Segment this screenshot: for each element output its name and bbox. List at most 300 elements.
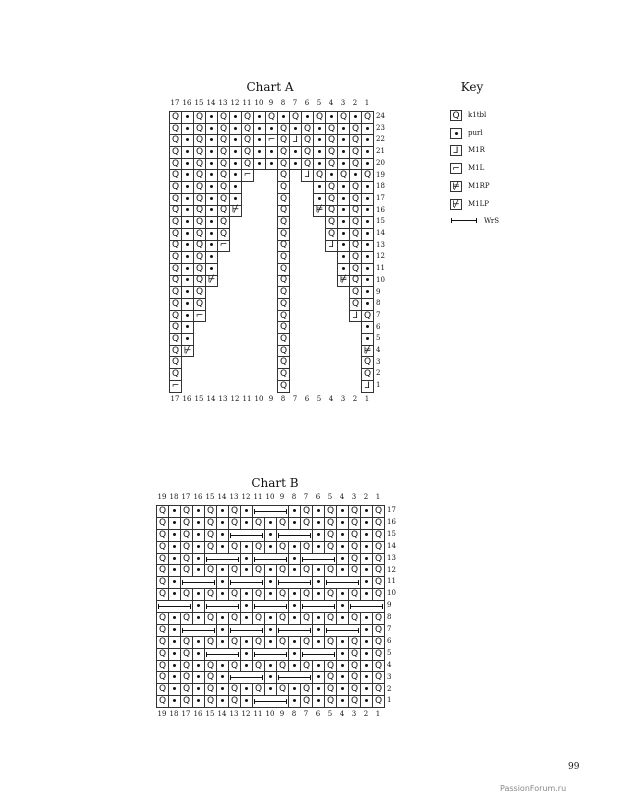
k1tbl-stitch: Q — [229, 613, 241, 625]
purl-stitch — [193, 684, 205, 696]
purl-stitch — [314, 147, 326, 159]
no-stitch — [326, 263, 338, 275]
no-stitch — [266, 182, 278, 194]
no-stitch — [230, 217, 242, 229]
no-stitch — [266, 252, 278, 264]
k1tbl-stitch: Q — [349, 565, 361, 577]
row-number: 14 — [376, 229, 385, 237]
no-stitch — [230, 369, 242, 381]
k1tbl-stitch: Q — [181, 553, 193, 565]
chart-b-title: Chart B — [251, 476, 299, 490]
chart-row — [157, 577, 385, 589]
purl-stitch — [361, 648, 373, 660]
chart-row — [157, 648, 385, 660]
k1tbl-stitch: Q — [373, 541, 385, 553]
k1tbl-stitch: Q — [194, 158, 206, 170]
k1tbl-stitch: Q — [373, 577, 385, 589]
m1l-stitch: ⌐ — [170, 380, 182, 392]
column-number-top: 12 — [241, 493, 251, 501]
k1tbl-stitch: Q — [350, 217, 362, 229]
no-stitch — [218, 299, 230, 311]
no-stitch — [254, 275, 266, 287]
column-number-top: 6 — [315, 493, 321, 501]
no-stitch — [338, 380, 350, 392]
purl-stitch — [313, 529, 325, 541]
purl-stitch — [193, 613, 205, 625]
purl-stitch — [169, 624, 181, 636]
row-number: 16 — [376, 205, 385, 214]
k1tbl-stitch: Q — [229, 684, 241, 696]
no-stitch — [314, 310, 326, 322]
column-number-top: 14 — [217, 493, 227, 501]
purl-stitch — [337, 660, 349, 672]
purl-stitch — [217, 517, 229, 529]
k1tbl-stitch: Q — [350, 263, 362, 275]
purl-stitch — [206, 170, 218, 182]
purl-stitch — [193, 565, 205, 577]
row-number: 16 — [387, 517, 396, 526]
k1tbl-stitch: Q — [349, 696, 361, 708]
chart-row — [170, 345, 374, 357]
purl-stitch — [241, 517, 253, 529]
k1tbl-stitch: Q — [194, 240, 206, 252]
no-stitch — [266, 193, 278, 205]
k1tbl-stitch: Q — [170, 205, 182, 217]
purl-stitch — [230, 135, 242, 147]
purl-stitch — [182, 287, 194, 299]
row-number: 8 — [387, 613, 392, 622]
purl-stitch — [217, 613, 229, 625]
no-stitch — [230, 310, 242, 322]
no-stitch — [338, 334, 350, 346]
k1tbl-stitch: Q — [194, 170, 206, 182]
no-stitch — [290, 334, 302, 346]
column-number-top: 13 — [218, 99, 228, 107]
purl-stitch — [361, 613, 373, 625]
no-stitch — [290, 275, 302, 287]
no-stitch — [350, 357, 362, 369]
k1tbl-stitch: Q — [373, 506, 385, 518]
k1tbl-stitch: Q — [350, 147, 362, 159]
purl-stitch — [265, 613, 277, 625]
k1tbl-stitch: Q — [349, 613, 361, 625]
chart-a-title: Chart A — [246, 80, 294, 94]
no-stitch — [266, 299, 278, 311]
m1l-stitch: ⌐ — [242, 170, 254, 182]
chart-row — [157, 636, 385, 648]
chart-row — [170, 135, 374, 147]
no-stitch — [326, 369, 338, 381]
no-stitch — [266, 334, 278, 346]
k1tbl-stitch: Q — [194, 228, 206, 240]
chart-row — [157, 696, 385, 708]
column-number-top: 2 — [363, 493, 369, 501]
no-stitch — [242, 182, 254, 194]
k1tbl-stitch: Q — [181, 565, 193, 577]
k1tbl-stitch: Q — [350, 158, 362, 170]
no-stitch — [302, 182, 314, 194]
purl-stitch — [182, 158, 194, 170]
column-number-top: 17 — [181, 493, 191, 501]
chart-row — [170, 310, 374, 322]
purl-stitch — [182, 334, 194, 346]
k1tbl-stitch: Q — [194, 112, 206, 124]
purl-stitch — [206, 228, 218, 240]
purl-stitch — [169, 517, 181, 529]
purl-stitch — [314, 193, 326, 205]
k1tbl-stitch: Q — [326, 182, 338, 194]
no-stitch — [290, 263, 302, 275]
purl-stitch — [362, 205, 374, 217]
k1tbl-stitch: Q — [181, 696, 193, 708]
k1tbl-stitch: Q — [229, 660, 241, 672]
no-stitch — [242, 275, 254, 287]
column-number-bottom: 4 — [339, 710, 345, 719]
m1l-stitch: ⌐ — [218, 240, 230, 252]
row-number: 19 — [376, 170, 385, 179]
k1tbl-stitch: Q — [278, 322, 290, 334]
k1tbl-stitch: Q — [181, 589, 193, 601]
key-title: Key — [460, 80, 484, 94]
purl-stitch — [182, 252, 194, 264]
k1tbl-stitch: Q — [278, 263, 290, 275]
purl-stitch — [337, 553, 349, 565]
m1lp-stitch: ⊬ — [230, 205, 242, 217]
purl-stitch — [289, 589, 301, 601]
k1tbl-stitch: Q — [373, 684, 385, 696]
purl-stitch — [362, 252, 374, 264]
k1tbl-stitch: Q — [349, 589, 361, 601]
purl-stitch — [289, 648, 301, 660]
k1tbl-stitch: Q — [349, 517, 361, 529]
k1tbl-stitch: Q — [350, 299, 362, 311]
k1tbl-stitch: Q — [350, 287, 362, 299]
key-label: WrS — [484, 217, 500, 225]
chart-row — [157, 589, 385, 601]
row-number: 2 — [376, 369, 381, 378]
no-stitch — [350, 345, 362, 357]
k1tbl-stitch: Q — [157, 506, 169, 518]
k1tbl-stitch: Q — [277, 565, 289, 577]
purl-stitch — [169, 541, 181, 553]
k1tbl-stitch: Q — [350, 252, 362, 264]
k1tbl-stitch: Q — [205, 636, 217, 648]
purl-stitch — [338, 228, 350, 240]
k1tbl-stitch: Q — [349, 541, 361, 553]
chart-row — [157, 565, 385, 577]
wrs-stitch — [229, 672, 265, 684]
chart-row — [157, 613, 385, 625]
k1tbl-stitch: Q — [326, 205, 338, 217]
k1tbl-stitch: Q — [194, 263, 206, 275]
k1tbl-stitch: Q — [373, 672, 385, 684]
purl-stitch — [169, 636, 181, 648]
purl-stitch — [169, 660, 181, 672]
purl-stitch — [230, 147, 242, 159]
no-stitch — [302, 240, 314, 252]
purl-stitch — [362, 147, 374, 159]
k1tbl-stitch: Q — [277, 541, 289, 553]
purl-stitch — [193, 648, 205, 660]
k1tbl-stitch: Q — [362, 310, 374, 322]
column-number-top: 2 — [352, 99, 358, 107]
purl-stitch — [241, 613, 253, 625]
k1tbl-stitch: Q — [181, 517, 193, 529]
purl-stitch — [182, 217, 194, 229]
purl-stitch — [266, 147, 278, 159]
wrs-key-symbol — [450, 220, 478, 221]
k1tbl-stitch: Q — [157, 613, 169, 625]
purl-stitch — [266, 123, 278, 135]
column-number-bottom: 11 — [253, 710, 263, 719]
k1tbl-stitch: Q — [218, 182, 230, 194]
k1tbl-stitch: Q — [278, 228, 290, 240]
k1tbl-stitch: Q — [325, 696, 337, 708]
k1tbl-stitch: Q — [170, 322, 182, 334]
no-stitch — [254, 345, 266, 357]
k1tbl-stitch: Q — [229, 565, 241, 577]
no-stitch — [230, 263, 242, 275]
no-stitch — [302, 228, 314, 240]
purl-stitch — [338, 182, 350, 194]
column-number-bottom: 8 — [291, 710, 297, 719]
no-stitch — [290, 322, 302, 334]
k1tbl-stitch: Q — [301, 517, 313, 529]
purl-stitch — [182, 299, 194, 311]
purl-stitch — [313, 660, 325, 672]
column-number-bottom: 7 — [303, 710, 309, 719]
purl-stitch — [290, 147, 302, 159]
purl-stitch — [182, 205, 194, 217]
no-stitch — [326, 287, 338, 299]
column-number-top: 5 — [327, 493, 333, 501]
row-number: 15 — [387, 529, 396, 538]
column-number-bottom: 1 — [375, 710, 381, 719]
column-number-top: 10 — [265, 493, 275, 501]
column-number-bottom: 15 — [194, 394, 204, 403]
k1tbl-stitch: Q — [157, 636, 169, 648]
row-number: 23 — [376, 123, 385, 132]
no-stitch — [290, 345, 302, 357]
k1tbl-stitch: Q — [278, 123, 290, 135]
k1tbl-stitch: Q — [349, 648, 361, 660]
purl-stitch — [193, 517, 205, 529]
k1tbl-stitch: Q — [326, 193, 338, 205]
no-stitch — [290, 182, 302, 194]
purl-stitch — [313, 636, 325, 648]
column-number-top: 11 — [253, 493, 263, 501]
column-number-top: 14 — [206, 99, 216, 107]
k1tbl-stitch: Q — [205, 589, 217, 601]
purl-stitch — [217, 660, 229, 672]
k1tbl-stitch: Q — [278, 240, 290, 252]
no-stitch — [290, 228, 302, 240]
row-number: 13 — [387, 553, 396, 562]
column-number-bottom: 5 — [327, 710, 333, 719]
wrs-stitch — [277, 529, 313, 541]
m1lp-key-symbol: ⊬ — [450, 199, 462, 210]
k1tbl-stitch: Q — [170, 123, 182, 135]
purl-stitch — [362, 123, 374, 135]
no-stitch — [242, 345, 254, 357]
chart-row — [170, 170, 374, 182]
wrs-stitch — [301, 648, 337, 660]
wrs-stitch — [325, 624, 361, 636]
k1tbl-stitch: Q — [218, 170, 230, 182]
no-stitch — [254, 205, 266, 217]
purl-stitch — [362, 228, 374, 240]
chart-row — [157, 601, 385, 613]
m1r-stitch: ⅃ — [350, 310, 362, 322]
row-number: 17 — [387, 506, 396, 514]
purl-stitch — [169, 565, 181, 577]
no-stitch — [242, 228, 254, 240]
k1tbl-stitch: Q — [181, 541, 193, 553]
no-stitch — [218, 380, 230, 392]
purl-stitch — [337, 529, 349, 541]
purl-stitch — [289, 565, 301, 577]
purl-stitch — [289, 684, 301, 696]
purl-stitch — [217, 577, 229, 589]
column-number-bottom: 19 — [157, 710, 167, 719]
column-number-bottom: 12 — [230, 394, 240, 403]
purl-stitch — [361, 577, 373, 589]
k1tbl-stitch: Q — [350, 182, 362, 194]
column-number-bottom: 14 — [217, 710, 227, 719]
purl-stitch — [217, 506, 229, 518]
no-stitch — [242, 369, 254, 381]
purl-stitch — [337, 636, 349, 648]
no-stitch — [290, 299, 302, 311]
no-stitch — [338, 369, 350, 381]
no-stitch — [254, 287, 266, 299]
k1tbl-stitch: Q — [301, 506, 313, 518]
k1tbl-stitch: Q — [205, 529, 217, 541]
purl-stitch — [241, 696, 253, 708]
no-stitch — [218, 369, 230, 381]
column-number-top: 9 — [279, 493, 285, 501]
k1tbl-stitch: Q — [242, 112, 254, 124]
k1tbl-stitch: Q — [362, 170, 374, 182]
k1tbl-stitch: Q — [350, 228, 362, 240]
no-stitch — [290, 217, 302, 229]
purl-stitch — [362, 299, 374, 311]
m1l-stitch: ⌐ — [266, 135, 278, 147]
k1tbl-stitch: Q — [326, 147, 338, 159]
m1r-stitch: ⅃ — [326, 240, 338, 252]
purl-stitch — [337, 601, 349, 613]
purl-stitch — [337, 696, 349, 708]
purl-stitch — [361, 636, 373, 648]
no-stitch — [350, 369, 362, 381]
k1tbl-stitch: Q — [218, 193, 230, 205]
column-number-top: 8 — [291, 493, 297, 501]
no-stitch — [182, 380, 194, 392]
purl-stitch — [314, 158, 326, 170]
no-stitch — [302, 263, 314, 275]
wrs-stitch — [205, 601, 241, 613]
purl-stitch — [361, 553, 373, 565]
no-stitch — [218, 252, 230, 264]
wrs-stitch — [277, 672, 313, 684]
no-stitch — [266, 170, 278, 182]
chart-row — [170, 380, 374, 392]
k1tbl-stitch: Q — [350, 135, 362, 147]
no-stitch — [254, 228, 266, 240]
k1tbl-stitch: Q — [242, 123, 254, 135]
row-number: 1 — [387, 696, 392, 705]
no-stitch — [314, 263, 326, 275]
k1tbl-stitch: Q — [278, 252, 290, 264]
chart-row — [157, 517, 385, 529]
row-number: 9 — [387, 601, 392, 610]
k1tbl-stitch: Q — [170, 217, 182, 229]
purl-stitch — [230, 193, 242, 205]
k1tbl-stitch: Q — [253, 589, 265, 601]
k1tbl-stitch: Q — [278, 287, 290, 299]
purl-stitch — [265, 541, 277, 553]
k1tbl-stitch: Q — [218, 123, 230, 135]
purl-stitch — [254, 147, 266, 159]
purl-stitch — [361, 684, 373, 696]
column-number-top: 15 — [194, 99, 204, 107]
stitch-grid — [169, 111, 374, 393]
chart-row — [170, 228, 374, 240]
column-number-top: 15 — [205, 493, 215, 501]
k1tbl-stitch: Q — [229, 541, 241, 553]
row-number: 20 — [376, 158, 385, 167]
no-stitch — [266, 205, 278, 217]
k1tbl-stitch: Q — [253, 517, 265, 529]
purl-stitch — [193, 506, 205, 518]
column-number-top: 7 — [292, 99, 298, 107]
purl-key-symbol — [450, 128, 462, 139]
no-stitch — [242, 310, 254, 322]
purl-stitch — [217, 672, 229, 684]
column-number-bottom: 13 — [218, 394, 228, 403]
row-number: 13 — [376, 240, 385, 249]
k1tbl-stitch: Q — [170, 263, 182, 275]
k1tbl-stitch: Q — [325, 506, 337, 518]
k1tbl-stitch: Q — [194, 299, 206, 311]
column-number-top: 4 — [328, 99, 334, 107]
k1tbl-stitch: Q — [278, 299, 290, 311]
no-stitch — [242, 217, 254, 229]
k1tbl-stitch: Q — [277, 613, 289, 625]
row-number: 1 — [376, 381, 381, 390]
purl-stitch — [265, 624, 277, 636]
purl-stitch — [241, 589, 253, 601]
k1tbl-stitch: Q — [278, 275, 290, 287]
row-number: 7 — [376, 310, 381, 319]
k1tbl-stitch: Q — [278, 334, 290, 346]
no-stitch — [290, 310, 302, 322]
no-stitch — [242, 334, 254, 346]
row-number: 12 — [376, 252, 385, 261]
no-stitch — [350, 380, 362, 392]
no-stitch — [338, 322, 350, 334]
purl-stitch — [182, 147, 194, 159]
no-stitch — [290, 369, 302, 381]
chart-row — [170, 369, 374, 381]
k1tbl-stitch: Q — [350, 240, 362, 252]
wrs-stitch — [277, 624, 313, 636]
no-stitch — [242, 322, 254, 334]
key-label: M1R — [468, 146, 485, 154]
wrs-stitch — [253, 553, 289, 565]
k1tbl-stitch: Q — [373, 660, 385, 672]
k1tbl-stitch: Q — [205, 541, 217, 553]
